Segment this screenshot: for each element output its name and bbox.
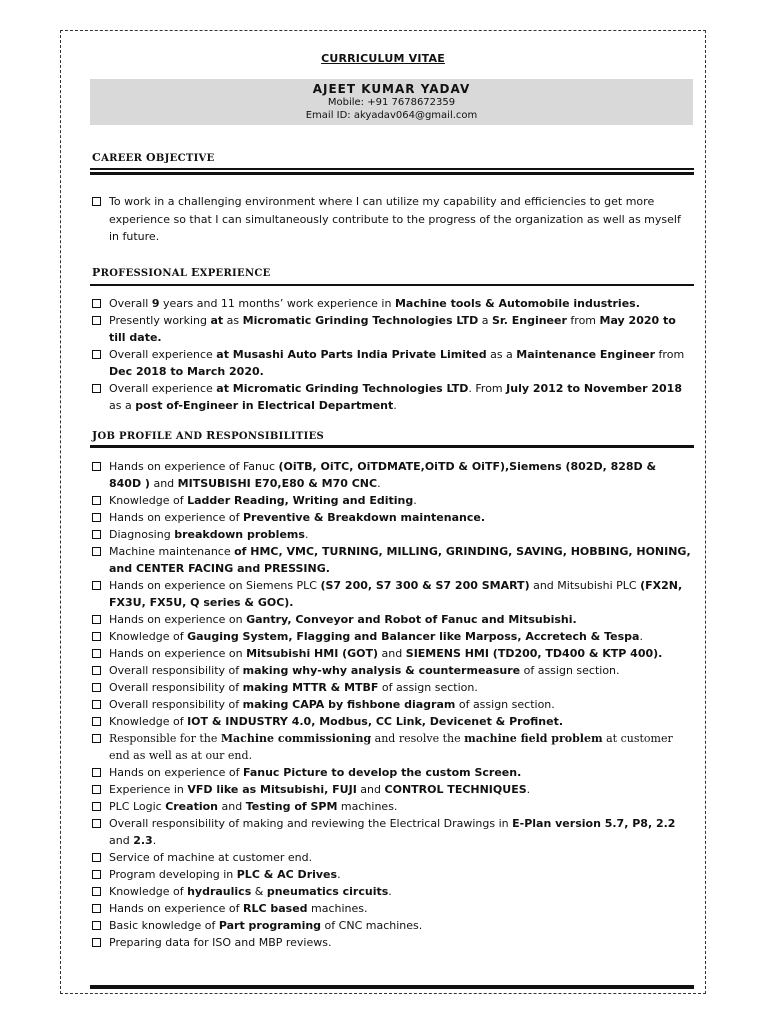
bullet-text: Dec 2018 to March 2020. — [109, 365, 264, 378]
bullet-item — [92, 458, 692, 492]
bullet-text: Sr. Engineer — [491, 314, 567, 327]
checkbox-bullet-icon — [92, 649, 101, 658]
bullet-text: from — [655, 348, 685, 361]
bullet-item — [92, 764, 692, 781]
bullet-text: . — [337, 868, 341, 881]
bullet-text: pneumatics circuits — [266, 885, 389, 898]
bullet-text: as a — [109, 399, 136, 412]
bullet-item — [92, 346, 692, 380]
bullet-text: Service of machine at customer end. — [109, 851, 313, 864]
bullet-text: breakdown problems — [174, 528, 305, 541]
bullet-text: IOT & INDUSTRY 4.0, Modbus, CC Link, Devicenet & Profinet. — [187, 715, 564, 728]
bullet-text: July 2012 to November 2018 — [506, 382, 682, 395]
bullet-text: Overall responsibility of — [109, 681, 243, 694]
bullet-text: hydraulics — [187, 885, 252, 898]
bullet-text: Knowledge of — [109, 715, 188, 728]
bullet-text: Fanuc Picture to develop the custom Screen. — [242, 766, 522, 779]
bullet-text: Hands on experience of — [109, 902, 243, 915]
bullet-text: Hands on experience on — [109, 647, 247, 660]
bullet-text: Hands on experience of Fanuc — [109, 460, 279, 473]
bullet-text: Preparing data for ISO and MBP reviews. — [109, 936, 332, 949]
bullet-item — [92, 917, 692, 934]
bullet-text: Hands on experience of — [109, 511, 243, 524]
bullet-text: as a — [486, 348, 517, 361]
bullet-text: Machine tools & Automobile industries. — [394, 297, 640, 310]
bullet-text: Gantry, Conveyor and Robot of Fanuc and Mitsubishi. — [246, 613, 577, 626]
bullet-item — [92, 934, 692, 951]
job-profile-list — [92, 458, 692, 951]
checkbox-bullet-icon — [92, 615, 101, 624]
bullet-text: of assign section. — [455, 698, 555, 711]
bullet-text: Responsible for the — [109, 732, 221, 745]
bullet-text: Presently working — [109, 314, 211, 327]
bullet-text: and resolve the — [371, 732, 465, 745]
bullet-text: making why-why analysis & countermeasure — [242, 664, 521, 677]
bullet-text: 9 — [151, 297, 160, 310]
bullet-item — [92, 543, 692, 577]
bullet-text: . — [388, 885, 392, 898]
heading-career-objective — [92, 151, 215, 164]
bullet-text: post of-Engineer in Electrical Department — [135, 399, 394, 412]
bullet-text: Mitsubishi HMI (GOT) — [246, 647, 379, 660]
heading-job-profile — [92, 429, 324, 442]
bullet-text: and Mitsubishi PLC — [529, 579, 641, 592]
cv-page — [60, 30, 706, 994]
checkbox-bullet-icon — [92, 316, 101, 325]
bullet-text: at customer end as well as at our end. — [109, 732, 673, 762]
heading-initial: R — [206, 429, 216, 442]
bullet-item — [92, 492, 692, 509]
bullet-text: Machine commissioning — [220, 732, 372, 745]
bullet-text: Micromatic Grinding Technologies LTD — [242, 314, 479, 327]
bullet-item — [92, 295, 692, 312]
bullet-text: Program developing in — [109, 868, 237, 881]
checkbox-bullet-icon — [92, 462, 101, 471]
bullet-text: Overall responsibility of — [109, 664, 243, 677]
bullet-text: . — [413, 494, 417, 507]
bullet-item — [92, 662, 692, 679]
heading-initial: O — [145, 151, 156, 164]
bullet-text: at Micromatic Grinding Technologies LTD — [216, 382, 469, 395]
bullet-text: making CAPA by fishbone diagram — [242, 698, 456, 711]
bullet-text: Preventive & Breakdown maintenance. — [242, 511, 486, 524]
checkbox-bullet-icon — [92, 197, 101, 206]
document-title: CURRICULUM VITAE — [321, 52, 445, 65]
checkbox-bullet-icon — [92, 547, 101, 556]
bullet-text: of HMC, VMC, TURNING, MILLING, GRINDING, SAVING, HOBBING, HONING, and CENTER FACING and PRESSING. — [109, 545, 691, 575]
checkbox-bullet-icon — [92, 496, 101, 505]
bullet-text: . — [377, 477, 381, 490]
bullet-item — [92, 713, 692, 730]
bullet-text: . — [304, 528, 309, 541]
checkbox-bullet-icon — [92, 887, 101, 896]
checkbox-bullet-icon — [92, 717, 101, 726]
candidate-name: AJEET KUMAR YADAV — [312, 82, 471, 96]
bullet-text: PLC & AC Drives — [236, 868, 338, 881]
footer-rule — [90, 985, 694, 989]
bullet-text: Part programing — [218, 919, 322, 932]
bullet-text: Experience in — [109, 783, 188, 796]
bullet-text: Overall responsibility of making and reviewing the Electrical Drawings in — [109, 817, 513, 830]
bullet-item — [92, 645, 692, 662]
bullet-text: machine field problem — [464, 732, 603, 745]
bullet-text: & — [251, 885, 267, 898]
checkbox-bullet-icon — [92, 921, 101, 930]
bullet-text: . From — [468, 382, 507, 395]
bullet-item — [92, 866, 692, 883]
bullet-text: 2.3 — [133, 834, 153, 847]
checkbox-bullet-icon — [92, 768, 101, 777]
bullet-text: (OiTB, OiTC, OiTDMATE,OiTD & OiTF),Siemens (802D, 828D & 840D ) — [109, 460, 657, 490]
heading-professional-experience — [92, 266, 271, 279]
bullet-text: To work in a challenging environment where I can utilize my capability and efficiencies to get more experience so that I can simultaneously contribute to the progress of the organization as well as myself in future. — [109, 195, 681, 243]
checkbox-bullet-icon — [92, 350, 101, 359]
bullet-text: Diagnosing — [109, 528, 175, 541]
bullet-item — [92, 193, 692, 246]
bullet-text: Knowledge of — [109, 630, 188, 643]
bullet-item — [92, 781, 692, 798]
bullet-text: (S7 200, S7 300 & S7 200 SMART) — [320, 579, 530, 592]
checkbox-bullet-icon — [92, 700, 101, 709]
bullet-text: making MTTR & MTBF — [242, 681, 379, 694]
bullet-text: Overall experience — [109, 348, 217, 361]
bullet-text: Testing of SPM — [245, 800, 338, 813]
bullet-text: and — [378, 647, 406, 660]
bullet-text: Hands on experience of — [109, 766, 243, 779]
bullet-text: . — [393, 399, 397, 412]
bullet-text: SIEMENS HMI (TD200, TD400 & KTP 400). — [405, 647, 663, 660]
bullet-text: Overall responsibility of — [109, 698, 243, 711]
bullet-text: machines. — [337, 800, 398, 813]
bullet-item — [92, 696, 692, 713]
bullet-item — [92, 730, 692, 764]
bullet-text: of assign section. — [378, 681, 478, 694]
bullet-text: Gauging System, Flagging and Balancer like Marposs, Accretech & Tespa — [187, 630, 640, 643]
bullet-text: May 2020 to till date. — [109, 314, 676, 344]
bullet-text: of assign section. — [520, 664, 620, 677]
heading-initial: P — [92, 266, 101, 279]
bullet-text: Knowledge of — [109, 494, 188, 507]
bullet-text: E-Plan version 5.7, P8, 2.2 — [512, 817, 676, 830]
bullet-item — [92, 815, 692, 849]
checkbox-bullet-icon — [92, 384, 101, 393]
bullet-text: MITSUBISHI E70,E80 & M70 CNC — [177, 477, 378, 490]
bullet-item — [92, 628, 692, 645]
bullet-item — [92, 526, 692, 543]
bullet-text: . — [639, 630, 643, 643]
section-rule — [90, 284, 694, 286]
checkbox-bullet-icon — [92, 530, 101, 539]
bullet-item — [92, 849, 692, 866]
heading-text: OB PROFILE AND — [97, 431, 207, 442]
professional-experience-list — [92, 295, 692, 414]
bullet-item — [92, 312, 692, 346]
bullet-text: as — [223, 314, 243, 327]
heading-initial: C — [92, 151, 102, 164]
bullet-text: Maintenance Engineer — [516, 348, 656, 361]
checkbox-bullet-icon — [92, 904, 101, 913]
heading-initial: J — [92, 429, 98, 442]
bullet-text: Ladder Reading, Writing and Editing — [187, 494, 414, 507]
bullet-item — [92, 883, 692, 900]
bullet-text: . — [152, 834, 157, 847]
bullet-text: and — [149, 477, 178, 490]
bullet-text: years and 11 months’ work experience in — [159, 297, 395, 310]
checkbox-bullet-icon — [92, 938, 101, 947]
checkbox-bullet-icon — [92, 581, 101, 590]
bullet-item — [92, 380, 692, 414]
bullet-text: and — [356, 783, 385, 796]
bullet-text: Overall experience — [109, 382, 217, 395]
bullet-text: of CNC machines. — [321, 919, 423, 932]
checkbox-bullet-icon — [92, 666, 101, 675]
checkbox-bullet-icon — [92, 683, 101, 692]
bullet-item — [92, 679, 692, 696]
bullet-text: Creation — [165, 800, 218, 813]
checkbox-bullet-icon — [92, 734, 101, 743]
heading-initial: E — [190, 266, 200, 279]
checkbox-bullet-icon — [92, 785, 101, 794]
section-rule — [90, 168, 694, 170]
bullet-text: PLC Logic — [109, 800, 166, 813]
bullet-text: (FX2N, FX3U, FX5U, Q series & GOC). — [109, 579, 683, 609]
checkbox-bullet-icon — [92, 299, 101, 308]
bullet-text: CONTROL TECHNIQUES — [384, 783, 527, 796]
checkbox-bullet-icon — [92, 802, 101, 811]
heading-text: XPERIENCE — [199, 268, 271, 279]
bullet-text: and — [109, 834, 134, 847]
bullet-text: Overall — [109, 297, 152, 310]
bullet-item — [92, 900, 692, 917]
bullet-text: a — [478, 314, 492, 327]
checkbox-bullet-icon — [92, 870, 101, 879]
bullet-text: Hands on experience on — [109, 613, 247, 626]
bullet-text: Knowledge of — [109, 885, 188, 898]
bullet-text: VFD like as Mitsubishi, FUJI — [187, 783, 357, 796]
bullet-text: at Musashi Auto Parts India Private Limited — [216, 348, 487, 361]
checkbox-bullet-icon — [92, 819, 101, 828]
checkbox-bullet-icon — [92, 632, 101, 641]
checkbox-bullet-icon — [92, 853, 101, 862]
section-rule — [90, 172, 694, 175]
heading-text: ESPONSIBILITIES — [215, 431, 325, 442]
bullet-text: from — [566, 314, 600, 327]
contact-header — [90, 79, 693, 125]
section-rule — [90, 445, 694, 448]
candidate-mobile: Mobile: +91 7678672359 — [327, 97, 456, 108]
bullet-text: Basic knowledge of — [109, 919, 219, 932]
bullet-text: and — [218, 800, 246, 813]
checkbox-bullet-icon — [92, 513, 101, 522]
bullet-item — [92, 798, 692, 815]
bullet-item — [92, 611, 692, 628]
bullet-text: Hands on experience on Siemens PLC — [109, 579, 321, 592]
candidate-email: Email ID: akyadav064@gmail.com — [305, 110, 478, 121]
bullet-text: . — [526, 783, 531, 796]
bullet-text: RLC based — [242, 902, 308, 915]
bullet-text: at — [210, 314, 224, 327]
bullet-text: Machine maintenance — [109, 545, 235, 558]
bullet-text: machines. — [307, 902, 368, 915]
bullet-item — [92, 577, 692, 611]
career-objective-list — [92, 193, 692, 246]
heading-text: AREER — [101, 153, 146, 164]
heading-text: BJECTIVE — [155, 153, 215, 164]
bullet-item — [92, 509, 692, 526]
heading-text: ROFESSIONAL — [100, 268, 191, 279]
